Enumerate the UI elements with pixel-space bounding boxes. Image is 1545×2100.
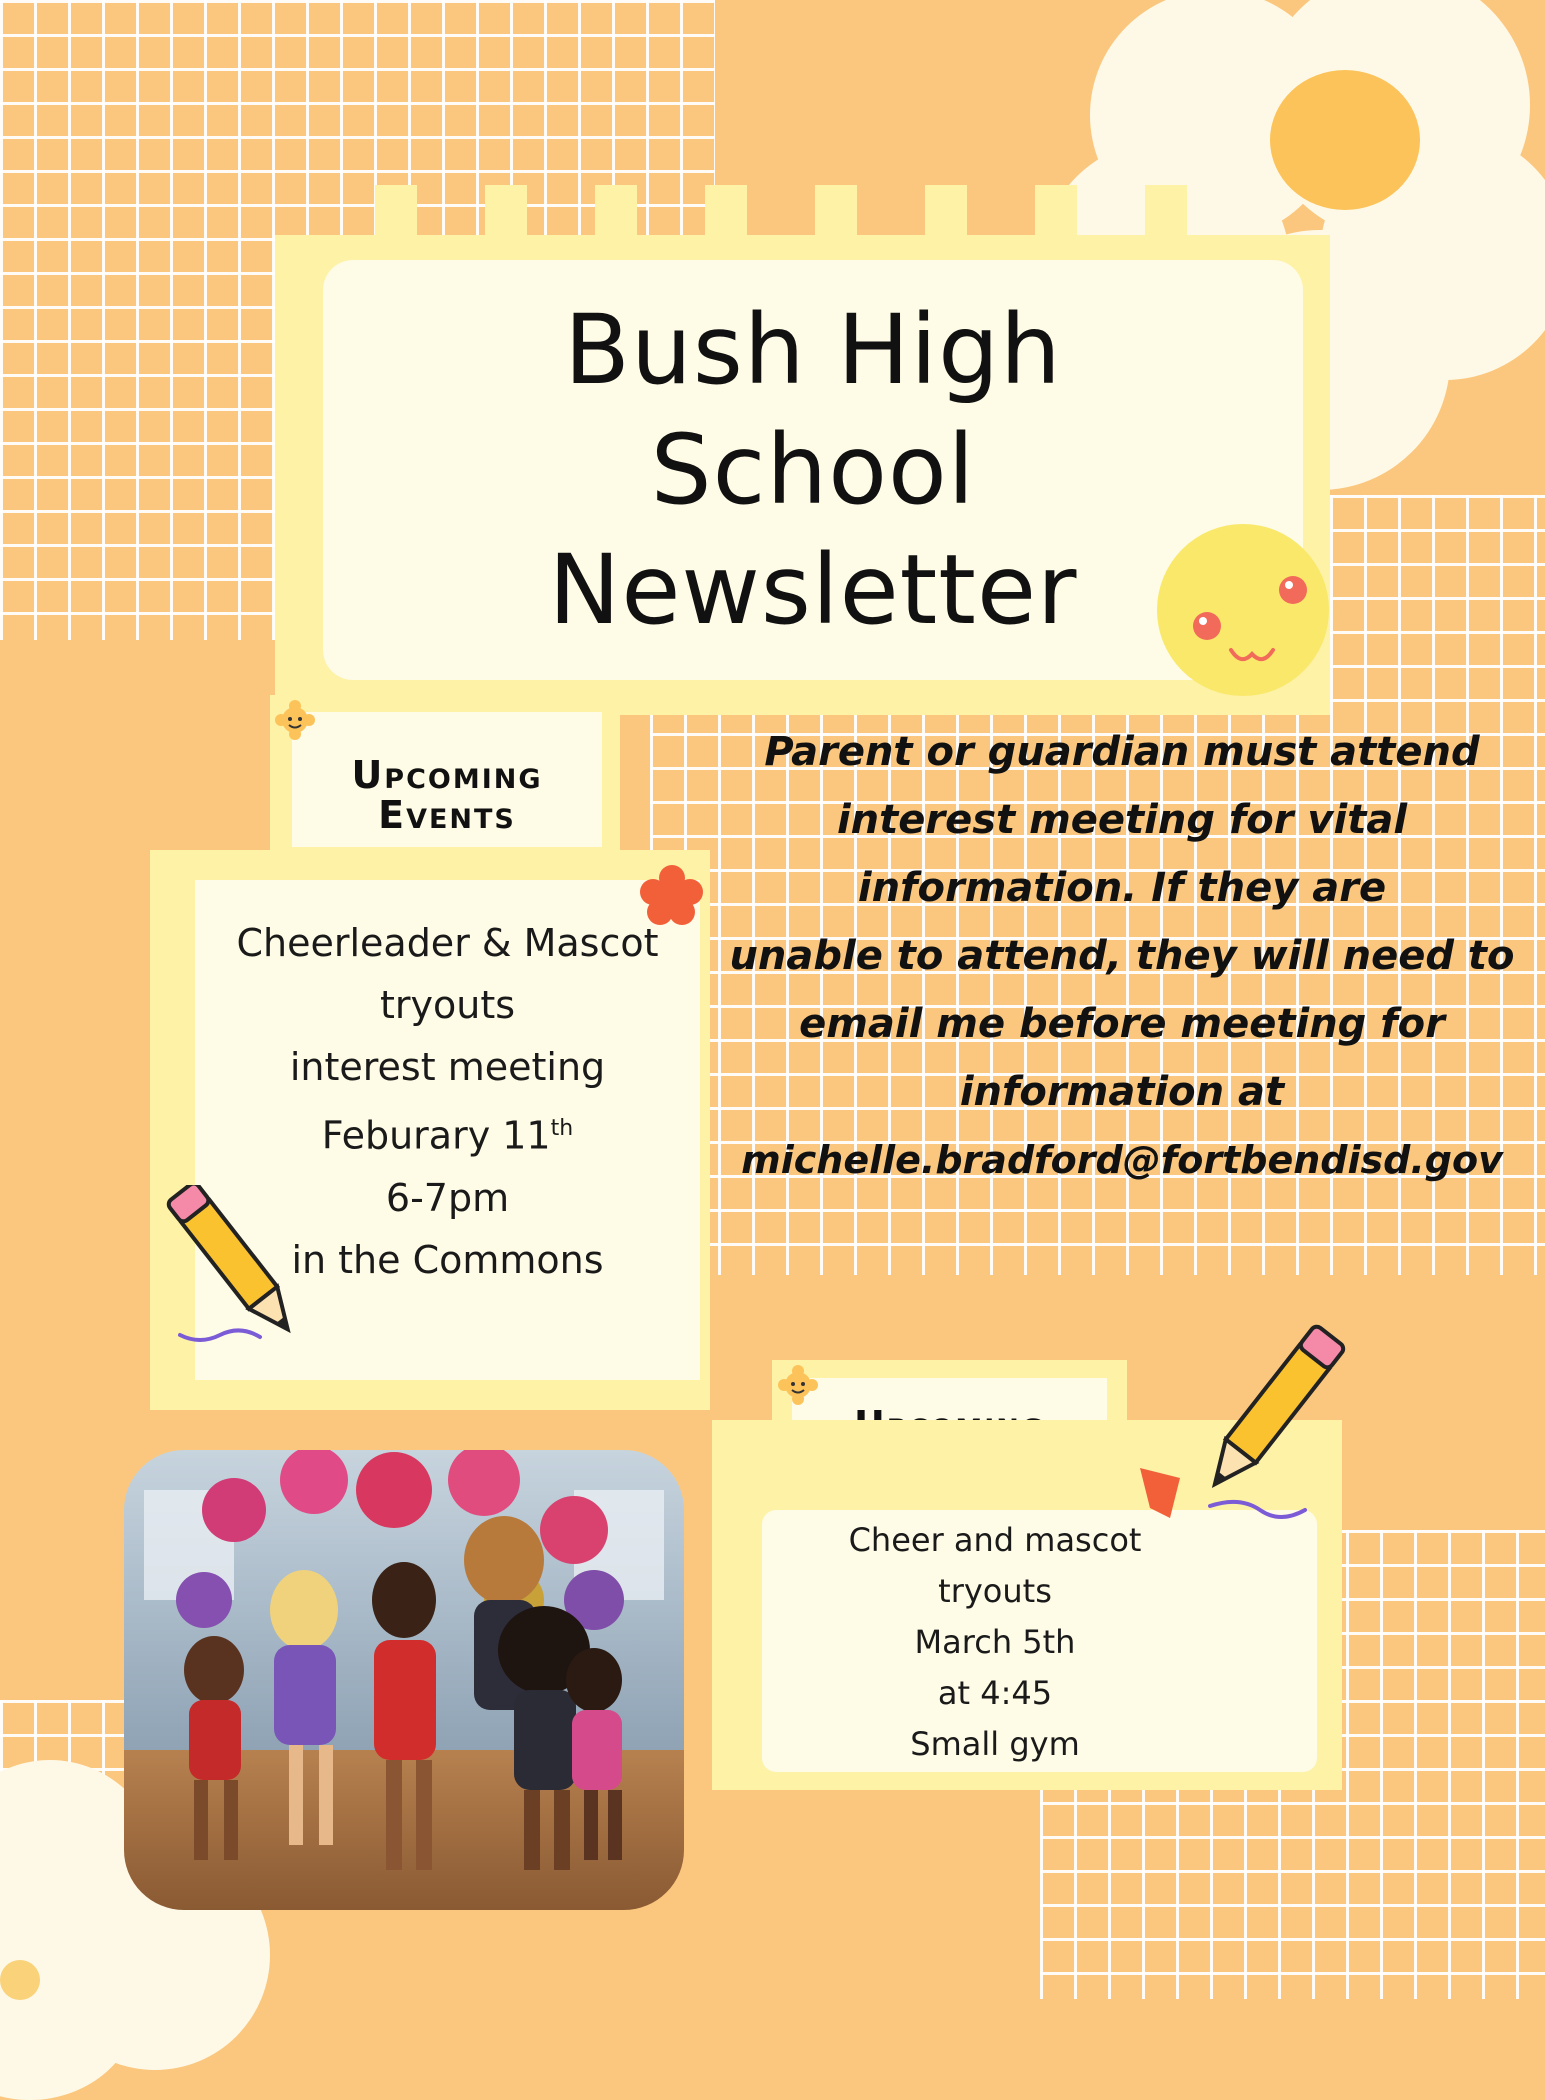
- sun-icon: [1270, 70, 1420, 210]
- notice-line: interest meeting for vital: [836, 797, 1408, 843]
- event2-details: [800, 1515, 1190, 1770]
- cheerleaders-image: [124, 1450, 684, 1910]
- event2-date: March 5th: [914, 1623, 1076, 1661]
- title-line: School: [650, 414, 976, 526]
- event1-line: tryouts: [379, 983, 516, 1027]
- badge-line: Upcoming: [351, 753, 543, 797]
- event2-time: at 4:45: [937, 1674, 1053, 1712]
- badge-line: Events: [378, 793, 516, 837]
- event1-line: interest meeting: [289, 1045, 606, 1089]
- notice-line: unable to attend, they will need to: [729, 933, 1515, 979]
- notice-text: [712, 718, 1532, 1194]
- title-line: Bush High: [564, 294, 1062, 406]
- event1-time: 6-7pm: [385, 1175, 510, 1220]
- contact-email[interactable]: michelle.bradford@fortbendisd.gov: [741, 1138, 1503, 1182]
- page-title: [323, 290, 1303, 650]
- smiley-small-icon: [275, 700, 315, 740]
- event2-location: Small gym: [910, 1725, 1080, 1763]
- event1-date-suffix: th: [550, 1116, 574, 1141]
- notice-line: information. If they are: [857, 865, 1387, 911]
- smiley-icon: [1157, 524, 1329, 696]
- pencil-icon: [1140, 1318, 1370, 1548]
- event2-line: tryouts: [938, 1572, 1052, 1610]
- event1-badge-title: [292, 755, 602, 835]
- notice-line: information at: [959, 1069, 1285, 1115]
- title-card: [323, 260, 1303, 680]
- pencil-icon: [160, 1185, 350, 1355]
- notice-line: email me before meeting for: [799, 1001, 1445, 1047]
- title-line: Newsletter: [548, 534, 1078, 646]
- notice-line: Parent or guardian must attend: [764, 729, 1480, 775]
- smiley-small-icon: [778, 1365, 818, 1405]
- event1-date: [180, 1098, 715, 1167]
- event2-line: Cheer and mascot: [848, 1521, 1142, 1559]
- event1-location: in the Commons: [291, 1237, 604, 1282]
- event1-date-text: Feburary 11: [321, 1113, 551, 1158]
- red-flower-icon: [638, 862, 706, 926]
- event1-line: Cheerleader & Mascot: [236, 921, 659, 965]
